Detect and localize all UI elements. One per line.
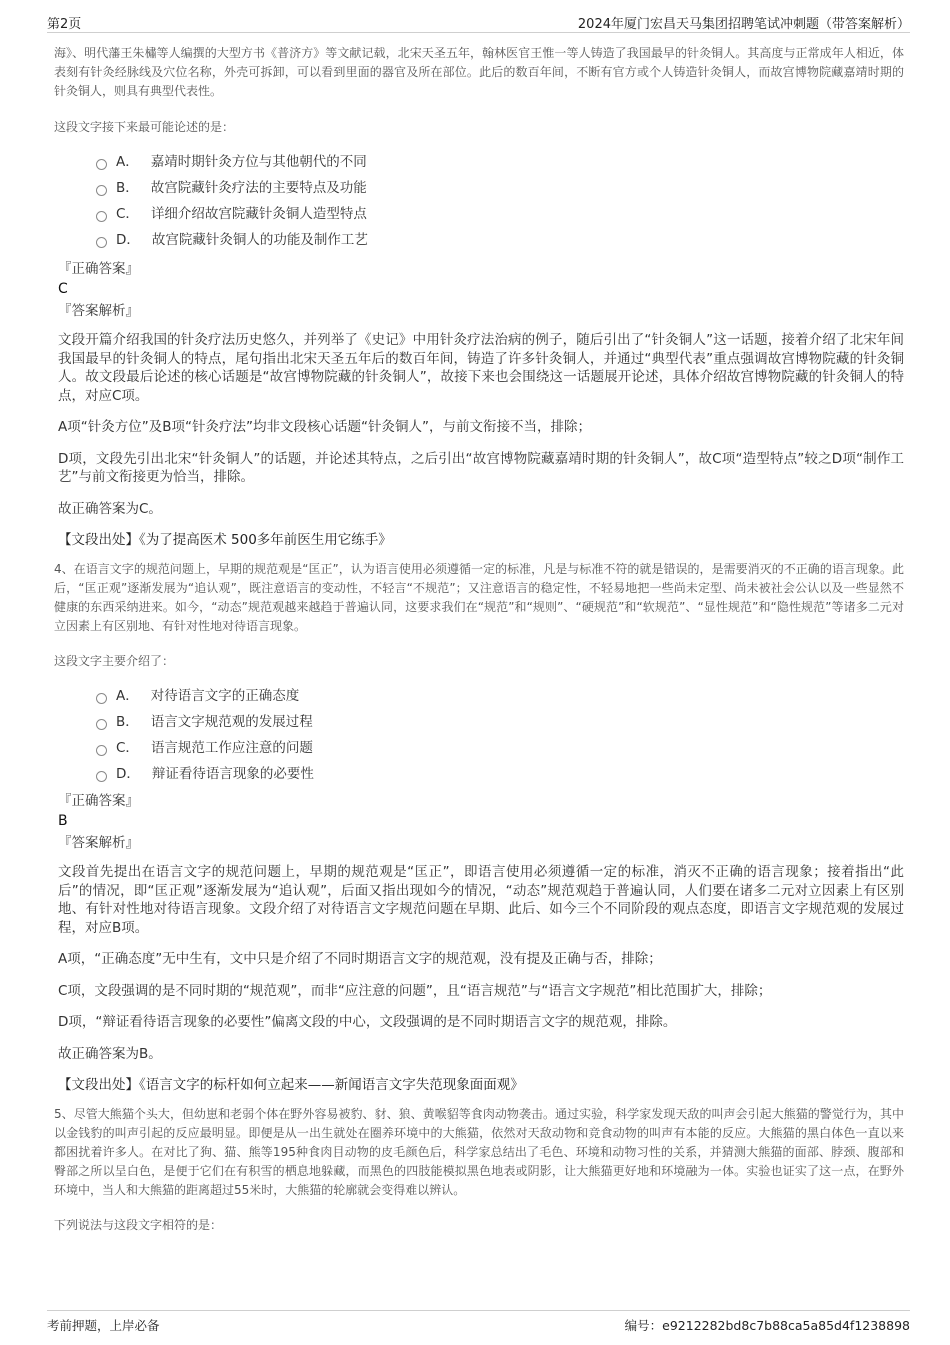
- q4-analysis-label: 『答案解析』: [58, 835, 139, 851]
- q3-option-b[interactable]: B． 故宫院藏针灸疗法的主要特点及功能: [96, 175, 904, 201]
- q3-analysis-paragraph: 文段开篇介绍我国的针灸疗法历史悠久，并列举了《史记》中用针灸疗法治病的例子，随后引出了“针灸铜人”这一话题，接着介绍了北宋年间我国最早的针灸铜人的特点，尾句指出北宋天圣五年后的数百年间，铸造了许多针灸铜人，并通过“典型代表”重点强调故宫博物院藏的针灸铜人。故文段最后论述的核心话题是“故宫博物院藏的针灸铜人”，故接下来也会围绕这一话题展开论述，具体介绍故宫博物院藏的针灸铜人的特点，对应C项。: [58, 332, 904, 404]
- radio-button-icon[interactable]: [96, 211, 107, 222]
- radio-button-icon[interactable]: [96, 185, 107, 196]
- q4-analysis-paragraph: A项，“正确态度”无中生有，文中只是介绍了不同时期语言文字的规范观，没有提及正确与否，排除；: [58, 951, 662, 967]
- q4-option-a[interactable]: A． 对待语言文字的正确态度: [96, 683, 904, 709]
- q5-prompt: 下列说法与这段文字相符的是：: [54, 1218, 223, 1232]
- q4-answer: B: [58, 813, 68, 829]
- q4-analysis-conclusion: 故正确答案为B。: [58, 1045, 162, 1062]
- q4-passage: 4、在语言文字的规范问题上，早期的规范观是“匡正”，认为语言使用必须遵循一定的标准，凡是与标准不符的就是错误的，是需要消灭的不正确的语言现象。此后，“匡正观”逐渐发展为“追认观”，既注意语言的变动性，不轻言“不规范”；又注意语言的稳定性，不轻易地把一些尚未定型、尚未被社会公认以及一些显然不健康的东西采纳进来。如今，“动态”规范观越来越趋于普遍认同，这要求我们在“规范”和“规则”、“硬规范”和“软规范”、“显性规范”和“隐性规范”等诸多二元对立因素上有区别地、有针对性地对待语言现象。: [54, 562, 904, 633]
- q3-prompt: 这段文字接下来最可能论述的是：: [54, 120, 235, 134]
- q4-prompt: 这段文字主要介绍了：: [54, 654, 175, 668]
- radio-button-icon[interactable]: [96, 237, 107, 248]
- q3-analysis-paragraph: D项，文段先引出北宋“针灸铜人”的话题，并论述其特点，之后引出“故宫博物院藏嘉靖时期的针灸铜人”，故C项“造型特点”较之D项“制作工艺”与前文衔接更为恰当，排除。: [58, 450, 904, 485]
- q4-option-d[interactable]: D． 辩证看待语言现象的必要性: [96, 761, 904, 787]
- page-footer: [47, 1310, 910, 1335]
- code-label: 编号：: [624, 1318, 663, 1333]
- q4-option-b[interactable]: B． 语言文字规范观的发展过程: [96, 709, 904, 735]
- q4-options: [54, 683, 904, 787]
- q4-analysis-paragraph: C项，文段强调的是不同时期的“规范观”，而非“应注意的问题”，且“语言规范”与“语言文字规范”相比范围扩大，排除；: [58, 982, 772, 999]
- document-code: [625, 1316, 910, 1334]
- page-header: [47, 10, 910, 33]
- q3-source: 【文段出处】《为了提高医术 500多年前医生用它练手》: [58, 532, 392, 548]
- q4-source: 【文段出处】《语言文字的标杆如何立起来——新闻语言文字失范现象面面观》: [58, 1077, 524, 1093]
- q4-option-c[interactable]: C． 语言规范工作应注意的问题: [96, 735, 904, 761]
- q3-options: [54, 149, 904, 253]
- q4-analysis-paragraph: D项，“辩证看待语言现象的必要性”偏离文段的中心，文段强调的是不同时期语言文字的规范观，排除。: [58, 1014, 677, 1030]
- q3-answer: C: [58, 281, 68, 297]
- page-number: 第2页: [47, 17, 82, 32]
- q3-analysis-conclusion: 故正确答案为C。: [58, 500, 162, 517]
- code-value: e9212282bd8c7b88ca5a85d4f1238898: [662, 1318, 910, 1333]
- q3-analysis-label: 『答案解析』: [58, 303, 139, 319]
- q4-analysis-paragraph: 文段首先提出在语言文字的规范问题上，早期的规范观是“匡正”，即语言使用必须遵循一定的标准，消灭不正确的语言现象；接着指出“此后”的情况，即“匡正观”逐渐发展为“追认观”，后面又指出现如今的情况，“动态”规范观趋于普遍认同，人们要在诸多二元对立因素上有区别地、有针对性地对待语言现象。文段介绍了对待语言文字规范问题在早期、此后、如今三个不同阶段的观点态度，即语言文字规范观的发展过程，对应B项。: [58, 864, 904, 936]
- radio-button-icon[interactable]: [96, 771, 107, 782]
- q3-passage-tail: 海》、明代藩王朱橚等人编撰的大型方书《普济方》等文献记载，北宋天圣五年，翰林医官王惟一等人铸造了我国最早的针灸铜人。其高度与正常成年人相近，体表刻有针灸经脉线及穴位名称，外壳可拆卸，可以看到里面的器官及所在部位。此后的数百年间，不断有官方或个人铸造针灸铜人，而故宫博物院藏嘉靖时期的针灸铜人，则具有典型代表性。: [54, 46, 904, 98]
- q3-analysis-paragraph: A项“针灸方位”及B项“针灸疗法”均非文段核心话题“针灸铜人”，与前文衔接不当，排除；: [58, 419, 591, 435]
- q5-passage: 5、尽管大熊猫个头大，但幼崽和老弱个体在野外容易被豹、豺、狼、黄喉貂等食肉动物袭击。通过实验，科学家发现天敌的叫声会引起大熊猫的警觉行为，其中以金钱豹的叫声引起的反应最明显。即便是从一出生就处在圈养环境中的大熊猫，依然对天敌动物和竞食动物的叫声有本能的反应。大熊猫的黑白体色一直以来都困扰着许多人。在对比了狗、猫、熊等195种食肉目动物的皮毛颜色后，科学家总结出了毛色、环境和动物习性的关系，并猜测大熊猫的面部、脖颈、腹部和臀部之所以呈白色，是便于它们在有积雪的栖息地躲藏，而黑色的四肢能模拟黑色地表或阴影，让大熊猫更好地和环境融为一体。实验也证实了这一点，在野外环境中，当人和大熊猫的距离超过55米时，大熊猫的轮廓就会变得难以辨认。: [54, 1107, 904, 1197]
- radio-button-icon[interactable]: [96, 159, 107, 170]
- q3-option-d[interactable]: D． 故宫院藏针灸铜人的功能及制作工艺: [96, 227, 904, 253]
- q3-option-c[interactable]: C． 详细介绍故宫院藏针灸铜人造型特点: [96, 201, 904, 227]
- radio-button-icon[interactable]: [96, 719, 107, 730]
- radio-button-icon[interactable]: [96, 745, 107, 756]
- q3-answer-label: 『正确答案』: [58, 261, 139, 277]
- q4-answer-label: 『正确答案』: [58, 793, 139, 809]
- page-content: [54, 44, 904, 1233]
- document-title: 2024年厦门宏昌天马集团招聘笔试冲刺题（带答案解析）: [577, 17, 910, 32]
- footer-slogan: 考前押题，上岸必备: [47, 1318, 160, 1333]
- radio-button-icon[interactable]: [96, 693, 107, 704]
- q3-option-a[interactable]: A． 嘉靖时期针灸方位与其他朝代的不同: [96, 149, 904, 175]
